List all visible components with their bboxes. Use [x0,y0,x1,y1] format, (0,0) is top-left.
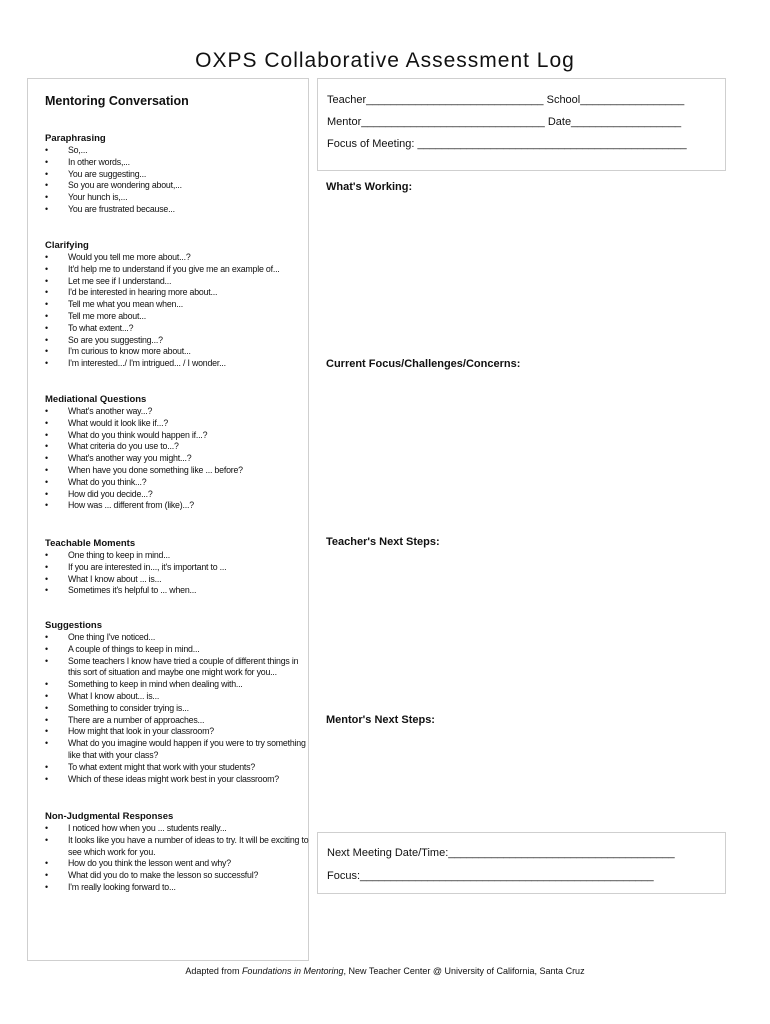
footer-suffix: , New Teacher Center @ University of California, Santa Cruz [343,966,585,976]
list-item: • To what extent...? [45,323,310,335]
footer-prefix: Adapted from [185,966,242,976]
list-item: • One thing I've noticed... [45,632,310,644]
list-item: • A couple of things to keep in mind... [45,644,310,656]
section-title: Suggestions [45,620,103,631]
next-meeting-field[interactable]: Next Meeting Date/Time:_____________________________________ [327,847,675,859]
list-item: • How did you decide...? [45,489,310,501]
list-item: • What do you think...? [45,477,310,489]
list-item: • Let me see if I understand... [45,276,310,288]
list-item: • One thing to keep in mind... [45,550,310,562]
list-item: • How do you think the lesson went and why? [45,858,310,870]
whats-working-heading: What's Working: [326,181,413,193]
list-item: • I'd be interested in hearing more about... [45,287,310,299]
list-item: • If you are interested in..., it's important to ... [45,562,310,574]
list-item: • Some teachers I know have tried a couple of different things in this sort of situation and maybe one might work for you... [45,656,310,680]
list-item: • How was ... different from (like)...? [45,500,310,512]
section-title: Mediational Questions [45,394,147,405]
mentors-next-steps-heading: Mentor's Next Steps: [326,714,435,726]
mentoring-conversation-panel [27,78,309,961]
list-item: • What do you think would happen if...? [45,430,310,442]
list-item: • Your hunch is,... [45,192,310,204]
list-item: • To what extent might that work with your students? [45,762,310,774]
list-item: • Something to consider trying is... [45,703,310,715]
mentor-date-field[interactable]: Mentor______________________________ Date__________________ [327,116,682,128]
footer-attribution [0,966,770,976]
list-item: • When have you done something like ... before? [45,465,310,477]
list-item: • I'm really looking forward to... [45,882,310,894]
list-item: • It'd help me to understand if you give me an example of... [45,264,310,276]
section-non-judgmental-responses [45,811,310,894]
list-item: • So are you suggesting...? [45,335,310,347]
section-title: Clarifying [45,240,89,251]
next-meeting-box [317,832,726,894]
list-item: • There are a number of approaches... [45,715,310,727]
list-item: • Tell me more about... [45,311,310,323]
section-title: Teachable Moments [45,538,136,549]
list-item: • Would you tell me more about...? [45,252,310,264]
section-title: Paraphrasing [45,133,106,144]
section-suggestions [45,620,310,785]
list-item: • So you are wondering about,... [45,180,310,192]
list-item: • It looks like you have a number of ideas to try. It will be exciting to see which work for you. [45,835,310,859]
focus-of-meeting-field[interactable]: Focus of Meeting: ____________________________________________ [327,138,687,150]
teacher-school-field[interactable]: Teacher_____________________________ School_________________ [327,94,685,106]
meeting-info-box [317,78,726,171]
list-item: • Tell me what you mean when... [45,299,310,311]
list-item: • What I know about ... is... [45,574,310,586]
list-item: • Which of these ideas might work best in your classroom? [45,774,310,786]
page-title: OXPS Collaborative Assessment Log [195,49,575,72]
list-item: • What's another way you might...? [45,453,310,465]
teachers-next-steps-heading: Teacher's Next Steps: [326,536,440,548]
section-title: Non-Judgmental Responses [45,811,174,822]
list-item: • What do you imagine would happen if you were to try something like that with your class? [45,738,310,762]
list-item: • What's another way...? [45,406,310,418]
section-clarifying [45,240,310,370]
section-paraphrasing [45,133,310,216]
list-item: • What would it look like if...? [45,418,310,430]
list-item: • So,... [45,145,310,157]
list-item: • You are suggesting... [45,169,310,181]
list-item: • You are frustrated because... [45,204,310,216]
list-item: • Something to keep in mind when dealing with... [45,679,310,691]
list-item: • How might that look in your classroom? [45,726,310,738]
list-item: • What I know about... is... [45,691,310,703]
footer-book-title: Foundations in Mentoring [241,966,344,976]
current-focus-heading: Current Focus/Challenges/Concerns: [326,358,521,370]
section-mediational-questions [45,394,310,512]
list-item: • I'm curious to know more about... [45,346,310,358]
focus-field[interactable]: Focus:________________________________________________ [327,870,654,882]
list-item: • What criteria do you use to...? [45,441,310,453]
mentoring-conversation-heading: Mentoring Conversation [45,94,189,108]
list-item: • What did you do to make the lesson so successful? [45,870,310,882]
list-item: • Sometimes it's helpful to ... when... [45,585,310,597]
section-teachable-moments [45,538,310,597]
list-item: • In other words,... [45,157,310,169]
list-item: • I'm interested.../ I'm intrigued... / I wonder... [45,358,310,370]
list-item: • I noticed how when you ... students really... [45,823,310,835]
